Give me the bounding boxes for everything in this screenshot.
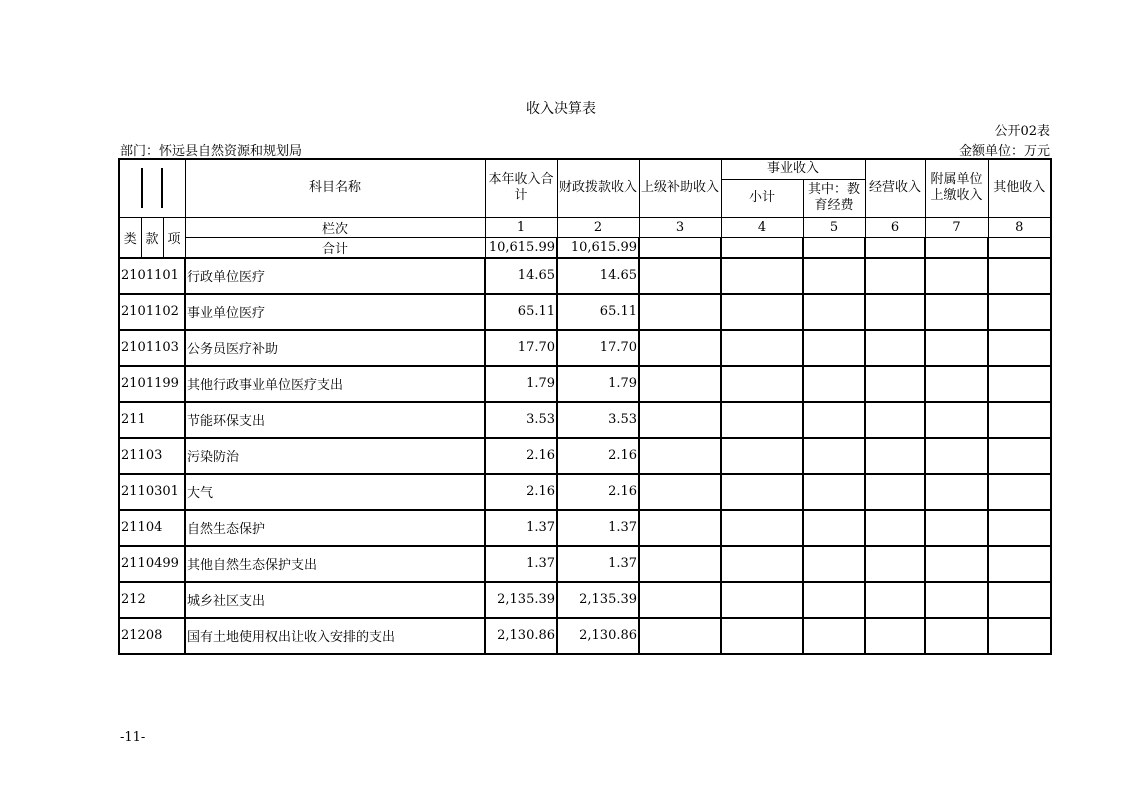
empty-cell (721, 510, 803, 546)
empty-cell (639, 402, 721, 438)
form-code: 公开02表 (994, 124, 1050, 139)
empty-cell (988, 438, 1051, 474)
fiscal-allocation: 1.37 (557, 510, 639, 546)
subject-code: 212 (119, 582, 185, 618)
empty-cell (721, 474, 803, 510)
empty-cell (639, 438, 721, 474)
empty-cell (803, 438, 865, 474)
empty-cell (988, 366, 1051, 402)
table-row (119, 474, 1051, 510)
empty-cell (639, 366, 721, 402)
column-number: 8 (988, 217, 1051, 237)
fiscal-allocation: 2.16 (557, 438, 639, 474)
table-row (119, 510, 1051, 546)
empty-cell (925, 510, 988, 546)
column-number: 1 (485, 217, 557, 237)
column-number: 5 (803, 217, 865, 237)
column-number: 3 (639, 217, 721, 237)
subject-name: 公务员医疗补助 (185, 330, 485, 366)
table-row (119, 330, 1051, 366)
total-col2-value: 10,615.99 (557, 237, 639, 258)
fiscal-allocation: 65.11 (557, 294, 639, 330)
empty-cell (721, 294, 803, 330)
data-rows (119, 258, 1051, 654)
table-row (119, 258, 1051, 294)
empty-cell (865, 330, 925, 366)
empty-cell (925, 366, 988, 402)
income-statement-table (118, 158, 1052, 655)
empty-cell (865, 237, 925, 258)
empty-cell (865, 438, 925, 474)
page-number: -11- (120, 730, 146, 745)
empty-cell (721, 237, 803, 258)
empty-cell (803, 258, 865, 294)
empty-cell (803, 366, 865, 402)
empty-cell (865, 258, 925, 294)
income-total: 1.37 (485, 546, 557, 582)
empty-cell (803, 546, 865, 582)
fiscal-allocation: 2,130.86 (557, 618, 639, 654)
empty-cell (925, 474, 988, 510)
table-row (119, 294, 1051, 330)
empty-cell (925, 618, 988, 654)
col8-header: 其他收入 (988, 159, 1051, 217)
income-total: 14.65 (485, 258, 557, 294)
header-divider (161, 168, 163, 208)
empty-cell (988, 237, 1051, 258)
empty-cell (721, 546, 803, 582)
amount-unit-label: 金额单位：万元 (958, 144, 1050, 159)
empty-cell (721, 438, 803, 474)
empty-cell (925, 438, 988, 474)
empty-cell (988, 294, 1051, 330)
income-total: 65.11 (485, 294, 557, 330)
table-row (119, 402, 1051, 438)
empty-cell (803, 618, 865, 654)
empty-cell (803, 402, 865, 438)
empty-cell (639, 546, 721, 582)
subject-name: 城乡社区支出 (185, 582, 485, 618)
header-divider (141, 168, 143, 208)
empty-cell (925, 237, 988, 258)
empty-cell (721, 366, 803, 402)
income-total: 2,135.39 (485, 582, 557, 618)
empty-cell (639, 510, 721, 546)
subject-code: 2101101 (119, 258, 185, 294)
subject-name: 其他自然生态保护支出 (185, 546, 485, 582)
empty-cell (865, 510, 925, 546)
subject-code: 21208 (119, 618, 185, 654)
empty-cell (639, 294, 721, 330)
empty-cell (988, 330, 1051, 366)
subject-code: 2110301 (119, 474, 185, 510)
income-total: 1.79 (485, 366, 557, 402)
subject-name: 节能环保支出 (185, 402, 485, 438)
empty-cell (925, 582, 988, 618)
fiscal-allocation: 17.70 (557, 330, 639, 366)
col5-header: 其中：教育经费 (803, 179, 865, 217)
col7-header: 附属单位上缴收入 (925, 159, 988, 217)
subject-code: 21104 (119, 510, 185, 546)
col2-header: 财政拨款收入 (557, 159, 639, 217)
empty-cell (925, 402, 988, 438)
xiang-header: 项 (163, 217, 185, 258)
subject-name: 行政单位医疗 (185, 258, 485, 294)
income-total: 2.16 (485, 474, 557, 510)
empty-cell (925, 546, 988, 582)
empty-cell (865, 474, 925, 510)
subject-code: 2101103 (119, 330, 185, 366)
empty-cell (865, 582, 925, 618)
empty-cell (988, 618, 1051, 654)
empty-cell (988, 546, 1051, 582)
fiscal-allocation: 2.16 (557, 474, 639, 510)
empty-cell (803, 294, 865, 330)
subject-code: 2110499 (119, 546, 185, 582)
total-label: 合计 (185, 237, 485, 258)
empty-cell (988, 474, 1051, 510)
total-col1-value: 10,615.99 (485, 237, 557, 258)
empty-cell (803, 474, 865, 510)
fiscal-allocation: 1.37 (557, 546, 639, 582)
empty-cell (639, 474, 721, 510)
empty-cell (988, 402, 1051, 438)
subject-code: 211 (119, 402, 185, 438)
subject-code: 2101199 (119, 366, 185, 402)
empty-cell (865, 294, 925, 330)
subject-code: 2101102 (119, 294, 185, 330)
col6-header: 经营收入 (865, 159, 925, 217)
table-row (119, 618, 1051, 654)
fiscal-allocation: 3.53 (557, 402, 639, 438)
col3-header: 上级补助收入 (639, 159, 721, 217)
subject-name: 国有土地使用权出让收入安排的支出 (185, 618, 485, 654)
empty-cell (721, 402, 803, 438)
empty-cell (721, 582, 803, 618)
empty-cell (925, 330, 988, 366)
empty-cell (803, 510, 865, 546)
empty-cell (988, 258, 1051, 294)
col4-header: 小计 (721, 179, 803, 217)
subject-name: 事业单位医疗 (185, 294, 485, 330)
column-number: 7 (925, 217, 988, 237)
empty-cell (721, 258, 803, 294)
empty-cell (639, 582, 721, 618)
income-total: 2.16 (485, 438, 557, 474)
income-total: 1.37 (485, 510, 557, 546)
empty-cell (639, 618, 721, 654)
empty-cell (803, 582, 865, 618)
subject-code: 21103 (119, 438, 185, 474)
table-row (119, 546, 1051, 582)
lei-header: 类 (119, 217, 141, 258)
column-number: 6 (865, 217, 925, 237)
fiscal-allocation: 2,135.39 (557, 582, 639, 618)
subject-name: 其他行政事业单位医疗支出 (185, 366, 485, 402)
department-label: 部门：怀远县自然资源和规划局 (120, 144, 303, 159)
fiscal-allocation: 1.79 (557, 366, 639, 402)
empty-cell (925, 258, 988, 294)
empty-cell (925, 294, 988, 330)
col1-header: 本年收入合计 (485, 159, 557, 217)
income-total: 3.53 (485, 402, 557, 438)
empty-cell (988, 510, 1051, 546)
column-number: 2 (557, 217, 639, 237)
empty-cell (639, 258, 721, 294)
table-row (119, 438, 1051, 474)
code-header-cell (119, 159, 185, 217)
income-total: 17.70 (485, 330, 557, 366)
career-income-header: 事业收入 (721, 159, 865, 179)
empty-cell (803, 237, 865, 258)
subject-name: 自然生态保护 (185, 510, 485, 546)
empty-cell (803, 330, 865, 366)
empty-cell (988, 582, 1051, 618)
empty-cell (865, 366, 925, 402)
subject-name-header: 科目名称 (185, 159, 485, 217)
empty-cell (721, 618, 803, 654)
table-row (119, 582, 1051, 618)
empty-cell (865, 546, 925, 582)
empty-cell (865, 618, 925, 654)
empty-cell (721, 330, 803, 366)
empty-cell (865, 402, 925, 438)
table-row (119, 366, 1051, 402)
income-total: 2,130.86 (485, 618, 557, 654)
empty-cell (639, 330, 721, 366)
kuan-header: 款 (141, 217, 163, 258)
empty-cell (639, 237, 721, 258)
subject-name: 大气 (185, 474, 485, 510)
fiscal-allocation: 14.65 (557, 258, 639, 294)
table-title: 收入决算表 (526, 101, 596, 117)
subject-name: 污染防治 (185, 438, 485, 474)
column-number: 4 (721, 217, 803, 237)
lanci-label: 栏次 (185, 217, 485, 237)
